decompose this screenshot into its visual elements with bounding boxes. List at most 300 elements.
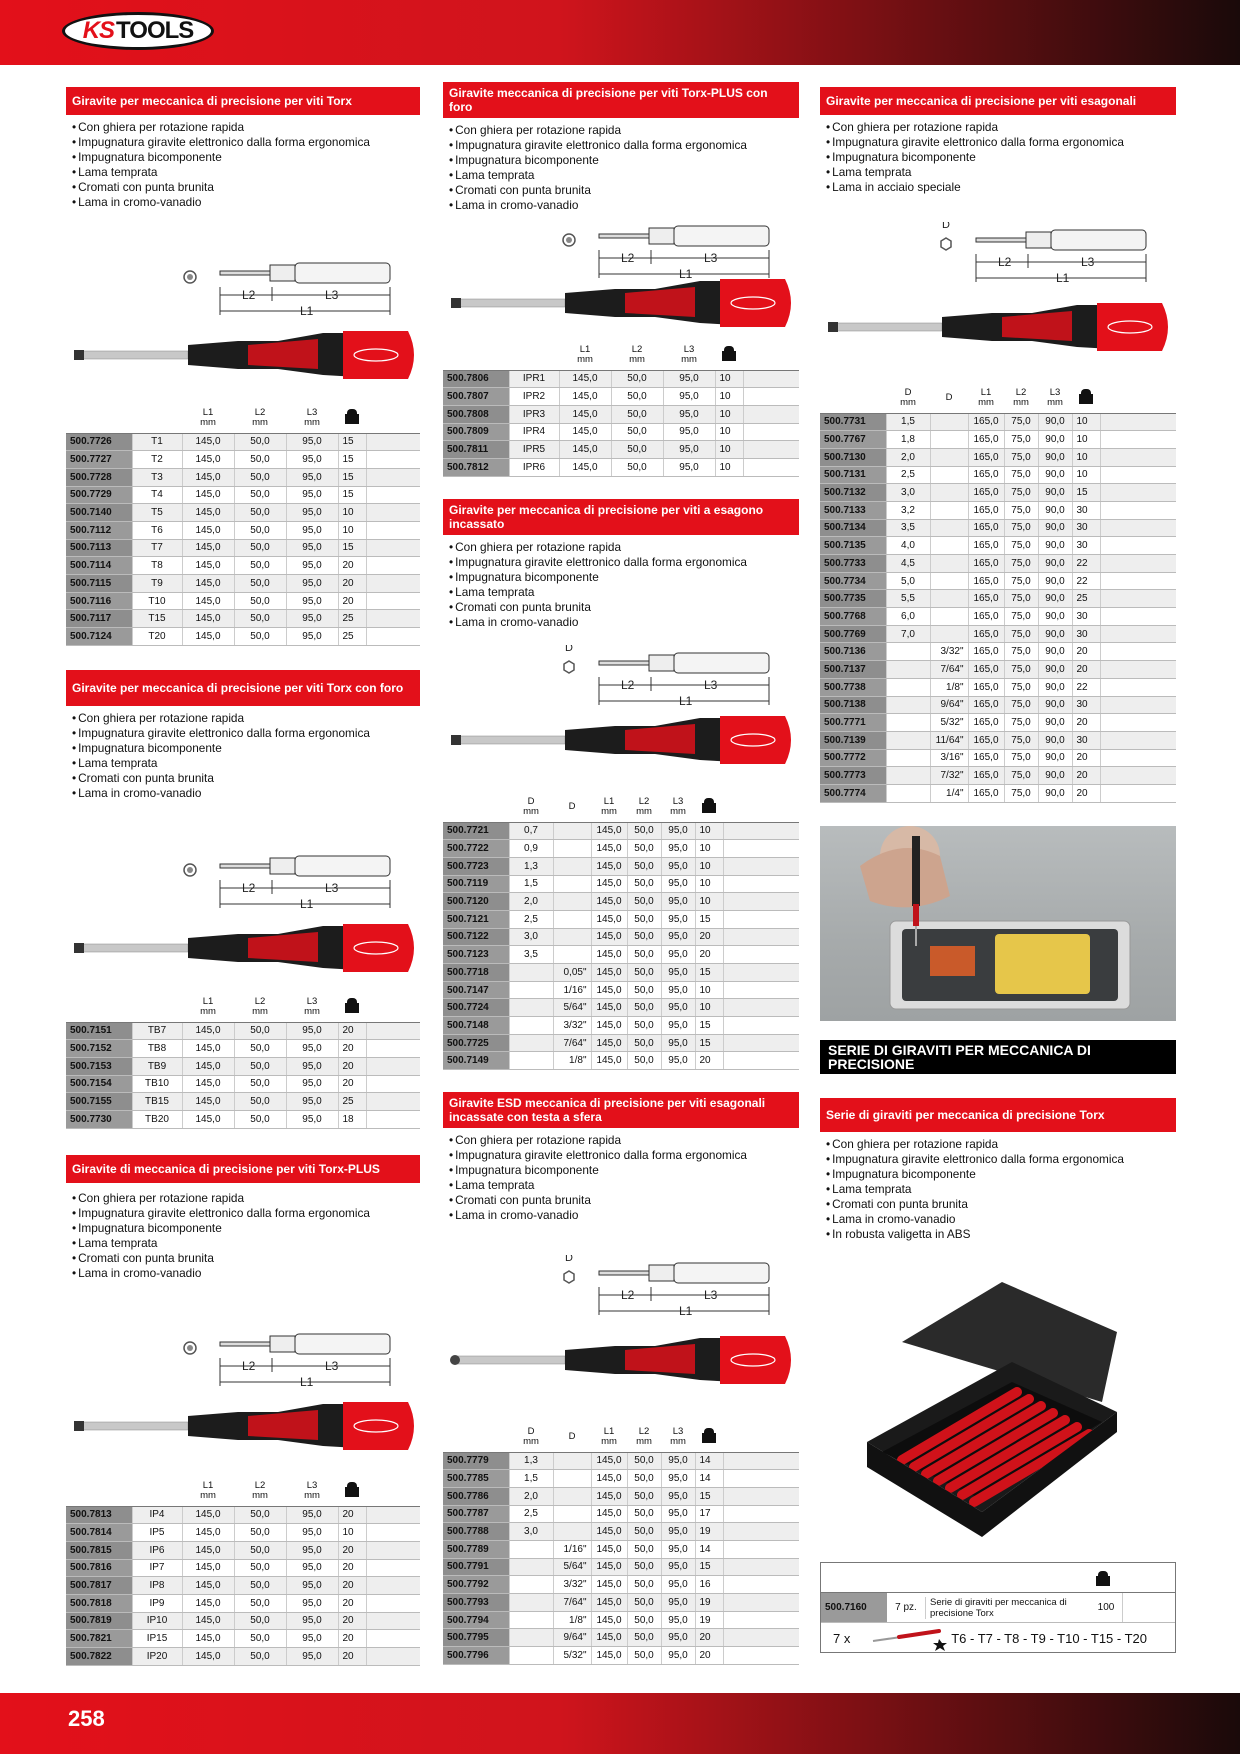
table-cell: 90,0 <box>1038 501 1072 519</box>
table-cell: 95,0 <box>663 370 715 388</box>
weight: 14 <box>695 1452 723 1470</box>
size-inch <box>930 625 968 643</box>
table-cell: 50,0 <box>627 1523 661 1541</box>
table-row <box>443 1523 799 1541</box>
empty-column-header <box>723 1422 799 1452</box>
table-row <box>66 575 420 593</box>
table-cell: 165,0 <box>968 767 1004 785</box>
size-inch: 1/4" <box>930 784 968 802</box>
product-code: 500.7793 <box>443 1594 509 1612</box>
table-cell: 165,0 <box>968 484 1004 502</box>
product-code: 500.7136 <box>820 643 886 661</box>
table-cell: IPR4 <box>509 423 559 441</box>
table-row <box>443 1487 799 1505</box>
dim-l1: L1 <box>300 897 314 911</box>
table-cell: 145,0 <box>591 857 627 875</box>
feature-item: • Con ghiera per rotazione rapida <box>72 711 420 726</box>
table-cell: 95,0 <box>661 822 695 840</box>
product-code: 500.7817 <box>66 1577 132 1595</box>
table-row <box>443 1594 799 1612</box>
table-cell: 50,0 <box>234 1612 286 1630</box>
table-cell: 165,0 <box>968 625 1004 643</box>
empty-cell <box>1122 1593 1175 1622</box>
weight: 30 <box>1072 608 1100 626</box>
feature-item: • Impugnatura giravite elettronico dalla forma ergonomica <box>826 135 1176 150</box>
table-cell: 90,0 <box>1038 661 1072 679</box>
size-inch: 3/16" <box>930 749 968 767</box>
table-cell: 145,0 <box>591 1052 627 1070</box>
weight: 10 <box>338 1524 366 1542</box>
column-header: D <box>553 792 591 822</box>
weight: 20 <box>695 946 723 964</box>
table-cell: 95,0 <box>286 610 338 628</box>
table-cell <box>509 1034 553 1052</box>
table-cell: 145,0 <box>559 458 611 476</box>
table-cell: 75,0 <box>1004 448 1038 466</box>
empty-cell <box>743 423 799 441</box>
weight: 30 <box>1072 501 1100 519</box>
empty-cell <box>366 1040 420 1058</box>
column-header: L1 mm <box>591 792 627 822</box>
table-row <box>443 840 799 858</box>
table-cell: 1,5 <box>886 413 930 431</box>
product-code: 500.7726 <box>66 433 132 451</box>
table-cell: 50,0 <box>234 1075 286 1093</box>
table-cell: 145,0 <box>591 964 627 982</box>
weight-icon <box>345 409 359 424</box>
section-esagono-incassato <box>443 499 799 630</box>
table-cell: 50,0 <box>611 441 663 459</box>
weight: 25 <box>338 1093 366 1111</box>
product-code: 500.7807 <box>443 388 509 406</box>
weight: 20 <box>338 1506 366 1524</box>
product-code: 500.7155 <box>66 1093 132 1111</box>
size-inch: 1/8" <box>553 1052 591 1070</box>
weight: 20 <box>338 1594 366 1612</box>
table-cell: 95,0 <box>286 451 338 469</box>
table-row <box>820 784 1176 802</box>
table-row <box>443 1017 799 1035</box>
weight: 10 <box>715 423 743 441</box>
table-cell: 50,0 <box>234 504 286 522</box>
table-cell: 75,0 <box>1004 661 1038 679</box>
table-cell: 50,0 <box>611 423 663 441</box>
dim-d: D <box>942 222 950 231</box>
empty-cell <box>723 893 799 911</box>
weight: 20 <box>338 1630 366 1648</box>
feature-item: • Con ghiera per rotazione rapida <box>826 120 1176 135</box>
empty-cell <box>743 458 799 476</box>
weight: 15 <box>695 1558 723 1576</box>
product-code: 500.7113 <box>66 539 132 557</box>
weight: 10 <box>695 893 723 911</box>
table-cell: 145,0 <box>591 875 627 893</box>
table-row <box>443 441 799 459</box>
table-cell: 50,0 <box>234 1541 286 1559</box>
product-code: 500.7768 <box>820 608 886 626</box>
product-code: 500.7721 <box>443 822 509 840</box>
table-cell: 75,0 <box>1004 519 1038 537</box>
table-cell: 5,0 <box>886 572 930 590</box>
table-cell: 50,0 <box>611 405 663 423</box>
table-cell: 95,0 <box>661 1034 695 1052</box>
table-cell: 145,0 <box>591 981 627 999</box>
column-header: L3 mm <box>286 403 338 433</box>
table-cell: 90,0 <box>1038 625 1072 643</box>
table-cell: 50,0 <box>627 964 661 982</box>
size-inch: 5/64" <box>553 1558 591 1576</box>
product-code: 500.7722 <box>443 840 509 858</box>
table-cell: T9 <box>132 575 182 593</box>
feature-item: • Lama in cromo-vanadio <box>72 195 420 210</box>
table-row <box>443 1629 799 1647</box>
table-cell: 165,0 <box>968 519 1004 537</box>
weight: 18 <box>338 1110 366 1128</box>
column-header: L2 mm <box>611 340 663 370</box>
feature-list <box>820 1137 1176 1242</box>
weight: 22 <box>1072 555 1100 573</box>
size-inch <box>930 537 968 555</box>
column-header <box>443 340 509 370</box>
table-cell: 75,0 <box>1004 643 1038 661</box>
table-cell: 5,5 <box>886 590 930 608</box>
feature-item: • Lama temprata <box>449 168 799 183</box>
column-header: D mm <box>509 792 553 822</box>
table-cell: 145,0 <box>559 405 611 423</box>
table-cell: 95,0 <box>661 981 695 999</box>
table-cell: 90,0 <box>1038 537 1072 555</box>
empty-cell <box>366 486 420 504</box>
table-row <box>66 433 420 451</box>
feature-item: • Lama in cromo-vanadio <box>449 615 799 630</box>
table-cell: IPR3 <box>509 405 559 423</box>
weight-icon <box>345 998 359 1013</box>
section-title: Giravite per meccanica di precisione per viti Torx <box>66 87 420 115</box>
empty-column-header <box>723 792 799 822</box>
weight: 20 <box>338 1040 366 1058</box>
weight: 15 <box>1072 484 1100 502</box>
weight: 20 <box>695 928 723 946</box>
table-cell: 50,0 <box>627 910 661 928</box>
section-title: Giravite per meccanica di precisione per viti a esagono incassato <box>443 499 799 535</box>
table-row <box>66 592 420 610</box>
feature-list <box>443 1133 799 1223</box>
weight: 20 <box>338 1648 366 1666</box>
table-cell: 95,0 <box>661 1470 695 1488</box>
table-cell: 145,0 <box>591 893 627 911</box>
product-code: 500.7738 <box>820 678 886 696</box>
dim-l2: L2 <box>621 251 635 265</box>
screwdriver-illustration-esagono <box>443 645 799 770</box>
empty-cell <box>366 1612 420 1630</box>
table-cell: 95,0 <box>661 1558 695 1576</box>
product-code: 500.7733 <box>820 555 886 573</box>
weight: 20 <box>338 1057 366 1075</box>
empty-cell <box>1100 696 1176 714</box>
product-code: 500.7811 <box>443 441 509 459</box>
table-cell: 165,0 <box>968 749 1004 767</box>
table-cell: 165,0 <box>968 555 1004 573</box>
size-inch <box>553 840 591 858</box>
column-header <box>132 992 182 1022</box>
product-code: 500.7153 <box>66 1057 132 1075</box>
section-esagonali <box>820 87 1176 195</box>
product-code: 500.7123 <box>443 946 509 964</box>
table-row <box>443 370 799 388</box>
table-cell: 95,0 <box>661 1523 695 1541</box>
table-cell: 90,0 <box>1038 448 1072 466</box>
size-inch <box>930 519 968 537</box>
table-cell: 145,0 <box>591 1452 627 1470</box>
column-header: L1 mm <box>968 383 1004 413</box>
feature-list <box>820 120 1176 195</box>
table-cell: 145,0 <box>591 1505 627 1523</box>
feature-item: • Impugnatura bicomponente <box>72 150 420 165</box>
feature-item: • Impugnatura bicomponente <box>449 153 799 168</box>
table-cell: 95,0 <box>661 946 695 964</box>
table-cell: 145,0 <box>182 592 234 610</box>
empty-cell <box>1100 784 1176 802</box>
empty-cell <box>1100 501 1176 519</box>
table-cell: 145,0 <box>182 504 234 522</box>
empty-cell <box>366 1093 420 1111</box>
table-row <box>66 1630 420 1648</box>
table-row <box>443 1470 799 1488</box>
column-header: L3 mm <box>286 1476 338 1506</box>
weight: 15 <box>695 1034 723 1052</box>
column-header: L1 mm <box>182 1476 234 1506</box>
feature-item: • Lama temprata <box>72 756 420 771</box>
table-row <box>443 1052 799 1070</box>
weight: 15 <box>695 910 723 928</box>
table-cell: 50,0 <box>234 628 286 646</box>
weight: 30 <box>1072 519 1100 537</box>
size-inch <box>930 608 968 626</box>
table-cell: 95,0 <box>661 1052 695 1070</box>
product-table-esd <box>443 1422 799 1665</box>
column-header: L1 mm <box>591 1422 627 1452</box>
size-inch <box>553 1470 591 1488</box>
table-cell: 145,0 <box>182 1524 234 1542</box>
product-table-torx-foro <box>66 992 420 1129</box>
product-code: 500.7133 <box>820 501 886 519</box>
table-cell: 145,0 <box>182 1093 234 1111</box>
table-cell: 50,0 <box>627 981 661 999</box>
table-cell: 50,0 <box>627 1452 661 1470</box>
feature-item: • Lama in cromo-vanadio <box>826 1212 1176 1227</box>
table-cell: IP9 <box>132 1594 182 1612</box>
column-header: L2 mm <box>234 992 286 1022</box>
empty-cell <box>1100 413 1176 431</box>
size-inch: 7/32" <box>930 767 968 785</box>
product-code: 500.7149 <box>443 1052 509 1070</box>
table-cell: 75,0 <box>1004 590 1038 608</box>
table-cell <box>886 714 930 732</box>
dim-d: D <box>565 1255 573 1264</box>
table-cell: 1,5 <box>509 875 553 893</box>
weight-column-header <box>338 992 366 1022</box>
product-code: 500.7806 <box>443 370 509 388</box>
weight: 19 <box>695 1611 723 1629</box>
table-row <box>443 910 799 928</box>
table-cell: 2,0 <box>886 448 930 466</box>
table-cell: 90,0 <box>1038 484 1072 502</box>
empty-cell <box>366 610 420 628</box>
weight: 14 <box>695 1540 723 1558</box>
product-code: 500.7140 <box>66 504 132 522</box>
feature-item: • Lama in cromo-vanadio <box>72 1266 420 1281</box>
empty-cell <box>723 857 799 875</box>
table-cell: 95,0 <box>286 1524 338 1542</box>
table-cell: T2 <box>132 451 182 469</box>
empty-cell <box>1100 608 1176 626</box>
table-cell <box>509 999 553 1017</box>
table-cell: 165,0 <box>968 784 1004 802</box>
table-row <box>66 1559 420 1577</box>
table-cell: 145,0 <box>182 1057 234 1075</box>
table-cell: 90,0 <box>1038 714 1072 732</box>
table-cell: 75,0 <box>1004 625 1038 643</box>
product-code: 500.7148 <box>443 1017 509 1035</box>
product-code: 500.7819 <box>66 1612 132 1630</box>
table-cell <box>509 1576 553 1594</box>
table-cell: 95,0 <box>663 458 715 476</box>
table-cell: 50,0 <box>234 1506 286 1524</box>
empty-column-header <box>743 340 799 370</box>
table-row <box>820 608 1176 626</box>
table-cell: T3 <box>132 468 182 486</box>
product-code: 500.7821 <box>66 1630 132 1648</box>
empty-cell <box>723 910 799 928</box>
product-code: 500.7818 <box>66 1594 132 1612</box>
table-cell: 145,0 <box>182 1075 234 1093</box>
empty-cell <box>1100 448 1176 466</box>
table-cell: 145,0 <box>559 423 611 441</box>
size-inch: 5/32" <box>553 1647 591 1665</box>
product-code: 500.7795 <box>443 1629 509 1647</box>
size-inch: 0,05" <box>553 964 591 982</box>
table-cell: 90,0 <box>1038 696 1072 714</box>
column-header: L3 mm <box>1038 383 1072 413</box>
table-cell <box>886 767 930 785</box>
weight: 20 <box>338 1022 366 1040</box>
feature-list <box>66 711 420 801</box>
table-row <box>443 1576 799 1594</box>
feature-item: • Con ghiera per rotazione rapida <box>449 123 799 138</box>
product-code: 500.7124 <box>66 628 132 646</box>
table-cell <box>509 1017 553 1035</box>
size-inch <box>930 555 968 573</box>
product-code: 500.7731 <box>820 413 886 431</box>
table-row <box>820 537 1176 555</box>
weight: 19 <box>695 1523 723 1541</box>
column-header: D <box>553 1422 591 1452</box>
table-row <box>66 1648 420 1666</box>
weight: 15 <box>695 1487 723 1505</box>
weight: 22 <box>1072 572 1100 590</box>
empty-cell <box>743 370 799 388</box>
column-header <box>66 992 132 1022</box>
empty-cell <box>366 557 420 575</box>
feature-item: • Impugnatura giravite elettronico dalla forma ergonomica <box>72 726 420 741</box>
table-cell: 145,0 <box>182 1577 234 1595</box>
product-code: 500.7816 <box>66 1559 132 1577</box>
product-code: 500.7114 <box>66 557 132 575</box>
table-cell: 95,0 <box>286 1648 338 1666</box>
table-cell: 0,7 <box>509 822 553 840</box>
feature-item: • Cromati con punta brunita <box>72 1251 420 1266</box>
feature-item: • Con ghiera per rotazione rapida <box>72 1191 420 1206</box>
weight: 10 <box>695 857 723 875</box>
product-code: 500.7815 <box>66 1541 132 1559</box>
size-inch <box>553 822 591 840</box>
weight: 20 <box>338 1577 366 1595</box>
table-row <box>820 501 1176 519</box>
table-row <box>443 1034 799 1052</box>
weight: 30 <box>1072 696 1100 714</box>
table-cell: TB9 <box>132 1057 182 1075</box>
table-cell: 50,0 <box>627 1594 661 1612</box>
table-cell: 90,0 <box>1038 572 1072 590</box>
serie-banner-title: SERIE DI GIRAVITI PER MECCANICA DI PRECISIONE <box>820 1040 1176 1074</box>
dim-l3: L3 <box>1081 255 1095 269</box>
size-inch <box>553 910 591 928</box>
feature-item: • Con ghiera per rotazione rapida <box>449 540 799 555</box>
weight-icon <box>702 798 716 813</box>
section-torx-plus-foro <box>443 82 799 213</box>
table-cell: 50,0 <box>627 999 661 1017</box>
set-quantity: 7 x <box>833 1630 851 1646</box>
footer-bar <box>0 1693 1240 1754</box>
product-code: 500.7813 <box>66 1506 132 1524</box>
empty-cell <box>366 1559 420 1577</box>
weight: 16 <box>695 1576 723 1594</box>
table-row <box>66 1040 420 1058</box>
table-row <box>66 486 420 504</box>
table-cell: 90,0 <box>1038 431 1072 449</box>
table-cell: 50,0 <box>627 1611 661 1629</box>
empty-column-header <box>366 992 420 1022</box>
empty-cell <box>723 946 799 964</box>
feature-item: • Con ghiera per rotazione rapida <box>449 1133 799 1148</box>
feature-list <box>443 123 799 213</box>
table-row <box>66 1577 420 1595</box>
product-code: 500.7767 <box>820 431 886 449</box>
table-row <box>66 610 420 628</box>
size-inch <box>930 484 968 502</box>
column-header: D mm <box>509 1422 553 1452</box>
table-cell: 90,0 <box>1038 731 1072 749</box>
dim-l2: L2 <box>242 1359 256 1373</box>
table-cell: 145,0 <box>591 1629 627 1647</box>
weight-column-header <box>338 403 366 433</box>
weight: 20 <box>338 1541 366 1559</box>
table-cell: 95,0 <box>661 1452 695 1470</box>
table-cell: 50,0 <box>627 928 661 946</box>
weight: 20 <box>338 1075 366 1093</box>
table-cell: 165,0 <box>968 501 1004 519</box>
table-cell: 95,0 <box>661 1487 695 1505</box>
weight: 20 <box>338 557 366 575</box>
table-cell: 145,0 <box>182 575 234 593</box>
table-cell: 50,0 <box>234 1110 286 1128</box>
empty-cell <box>366 1506 420 1524</box>
dim-l3: L3 <box>325 288 339 302</box>
column-header: D mm <box>886 383 930 413</box>
table-cell: T5 <box>132 504 182 522</box>
empty-cell <box>366 628 420 646</box>
screwdriver-illustration-esagonali <box>820 222 1176 357</box>
